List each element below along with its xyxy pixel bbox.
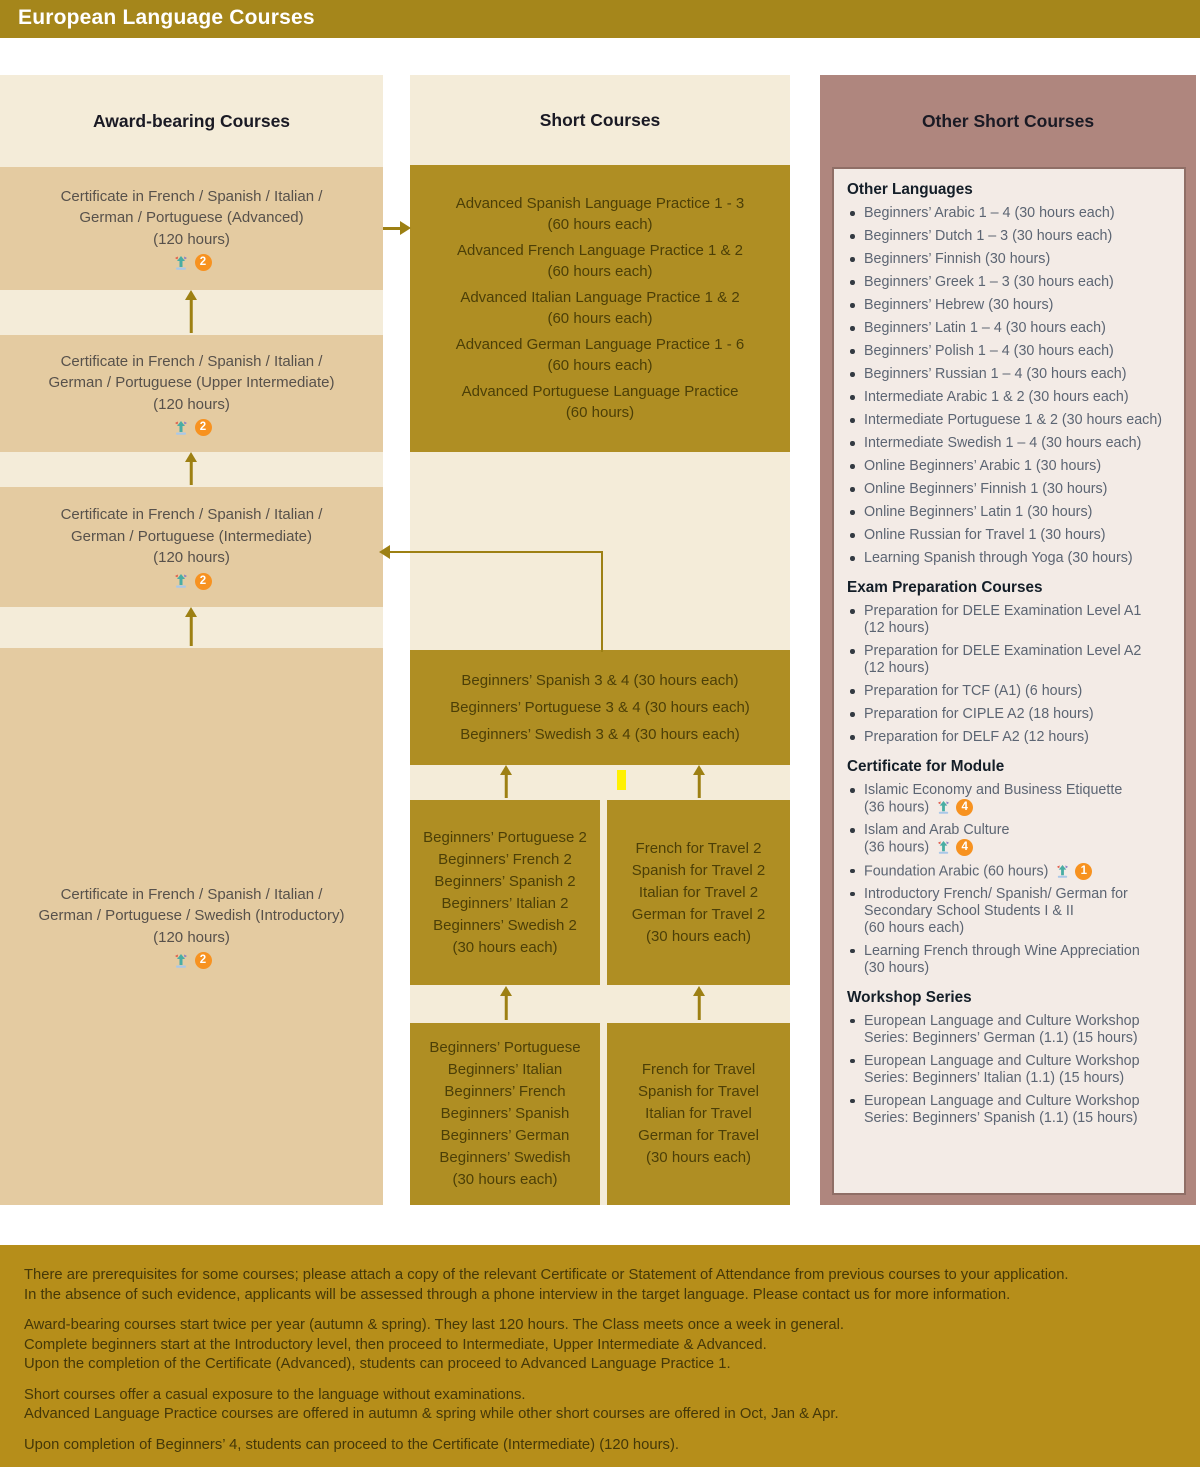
beginners-1-box — [410, 1023, 600, 1205]
credit-row — [172, 419, 212, 436]
training-credit-icon — [935, 840, 952, 855]
course-item: Beginners’ Dutch 1 – 3 (30 hours each) — [847, 228, 1171, 245]
other-languages-list — [847, 205, 1171, 567]
up-arrow — [183, 607, 199, 648]
course-entry — [462, 382, 739, 423]
credit-row — [172, 573, 212, 590]
course-item: Islamic Economy and Business Etiquette (36 hours) 4 — [847, 782, 1171, 816]
course-item: Online Russian for Travel 1 (30 hours) — [847, 527, 1171, 544]
course-item: Preparation for DELE Examination Level A2 (12 hours) — [847, 643, 1171, 677]
cert-box-upper-intermediate — [0, 335, 383, 452]
course-title: Advanced Italian Language Practice 1 & 2 — [460, 289, 740, 306]
course-item: Preparation for DELF A2 (12 hours) — [847, 729, 1171, 746]
course-hours: (60 hours) — [565, 403, 635, 421]
credit-count-badge: 2 — [195, 254, 212, 271]
other-short-courses-column — [820, 75, 1196, 1205]
cert-module-list — [847, 782, 1171, 977]
course-item: Learning French through Wine Appreciation (30 hours) — [847, 943, 1171, 977]
course-item: Preparation for TCF (A1) (6 hours) — [847, 683, 1171, 700]
course-item: European Language and Culture Workshop Series: Beginners’ German (1.1) (15 hours) — [847, 1013, 1171, 1047]
course-title: Advanced Spanish Language Practice 1 - 3 — [455, 195, 745, 212]
cert-box-advanced — [0, 167, 383, 290]
course-item: Beginners’ Arabic 1 – 4 (30 hours each) — [847, 205, 1171, 222]
course-entry — [456, 335, 745, 376]
training-credit-icon — [172, 953, 190, 969]
section-heading-workshop: Workshop Series — [847, 988, 972, 1006]
course-item: Beginners’ Greek 1 – 3 (30 hours each) — [847, 274, 1171, 291]
course-item: Introductory French/ Spanish/ German for Secondary School Students I & II (60 hours each) — [847, 886, 1171, 937]
up-arrow — [691, 765, 707, 800]
arrow-advanced-to-practice — [383, 221, 411, 235]
travel-2-box — [607, 800, 790, 985]
note-paragraph: Short courses offer a casual exposure to the language without examinations. Advanced Language Practice courses are offered in autumn & spring while other short courses are offered in Oct, Jan & Apr. — [24, 1386, 839, 1422]
cert-box-text: Certificate in French / Spanish / Italian / German / Portuguese / Swedish (Introductory) (120 hours) — [38, 885, 345, 946]
credit-count-badge: 4 — [956, 799, 973, 816]
course-title: Advanced French Language Practice 1 & 2 — [456, 242, 744, 259]
cert-box-text: Certificate in French / Spanish / Italian / German / Portuguese (Advanced) (120 hours) — [60, 187, 323, 248]
box-text: French for Travel 2 Spanish for Travel 2 Italian for Travel 2 German for Travel 2 (30 hours each) — [631, 839, 766, 945]
course-item: Beginners’ Russian 1 – 4 (30 hours each) — [847, 366, 1171, 383]
course-item: Intermediate Portuguese 1 & 2 (30 hours each) — [847, 412, 1171, 429]
up-arrow — [183, 290, 199, 335]
note-paragraph: Upon completion of Beginners’ 4, students can proceed to the Certificate (Intermediate) (120 hours). — [24, 1436, 679, 1453]
section-heading-exam-prep: Exam Preparation Courses — [847, 579, 1043, 596]
training-credit-icon — [172, 420, 190, 436]
travel-1-box — [607, 1023, 790, 1205]
course-hours: (60 hours each) — [547, 356, 653, 374]
short-courses-title: Short Courses — [539, 109, 661, 130]
section-heading-other-languages: Other Languages — [847, 181, 973, 198]
course-item: Online Beginners’ Finnish 1 (30 hours) — [847, 481, 1171, 498]
connector-beginners4-to-intermediate — [388, 551, 603, 652]
course-item: Beginners’ Polish 1 – 4 (30 hours each) — [847, 343, 1171, 360]
course-item: Preparation for CIPLE A2 (18 hours) — [847, 706, 1171, 723]
course-item: Preparation for DELE Examination Level A1 (12 hours) — [847, 603, 1171, 637]
up-arrow — [183, 452, 199, 487]
beginners-2-box — [410, 800, 600, 985]
box-text: Beginners’ Spanish 3 & 4 (30 hours each) Beginners’ Portuguese 3 & 4 (30 hours each) Beginners’ Swedish 3 & 4 (30 hours each) — [450, 672, 750, 743]
page-header — [0, 0, 1200, 38]
course-entry — [457, 241, 743, 282]
other-courses-panel — [832, 167, 1186, 1195]
course-item: Beginners’ Hebrew (30 hours) — [847, 297, 1171, 314]
course-item: Beginners’ Latin 1 – 4 (30 hours each) — [847, 320, 1171, 337]
cert-box-text: Certificate in French / Spanish / Italian / German / Portuguese (Intermediate) (120 hours) — [60, 506, 323, 567]
award-bearing-column — [0, 75, 383, 1205]
credit-count-badge: 2 — [195, 573, 212, 590]
training-credit-icon — [1054, 864, 1071, 879]
credit-count-badge: 1 — [1075, 863, 1092, 880]
course-item: Foundation Arabic (60 hours) 1 — [847, 863, 1171, 880]
credit-count-badge: 2 — [195, 419, 212, 436]
course-item: Online Beginners’ Arabic 1 (30 hours) — [847, 458, 1171, 475]
course-item: Intermediate Swedish 1 – 4 (30 hours each) — [847, 435, 1171, 452]
box-text: Beginners’ Portuguese 2 Beginners’ French 2 Beginners’ Spanish 2 Beginners’ Italian 2 Beginners’ Swedish 2 (30 hours each) — [423, 828, 587, 956]
connector-arrowhead-left — [379, 545, 390, 559]
course-item: Islam and Arab Culture (36 hours) 4 — [847, 822, 1171, 856]
training-credit-icon — [172, 255, 190, 271]
credit-row — [172, 952, 212, 969]
course-title: Advanced Portuguese Language Practice — [461, 383, 739, 400]
beginners-3-4-box — [410, 650, 790, 765]
advanced-practice-box — [410, 165, 790, 452]
credit-count-badge: 4 — [956, 839, 973, 856]
course-entry — [460, 288, 739, 329]
training-credit-icon — [935, 800, 952, 815]
course-hours: (60 hours each) — [547, 215, 653, 233]
up-arrow — [498, 986, 514, 1022]
course-item: European Language and Culture Workshop Series: Beginners’ Spanish (1.1) (15 hours) — [847, 1093, 1171, 1127]
course-title: Advanced German Language Practice 1 - 6 — [455, 336, 745, 353]
course-item: Beginners’ Finnish (30 hours) — [847, 251, 1171, 268]
yellow-highlight-mark — [617, 770, 626, 790]
course-hours: (60 hours each) — [547, 262, 653, 280]
course-item: Learning Spanish through Yoga (30 hours) — [847, 550, 1171, 567]
footer-notes — [0, 1245, 1200, 1467]
course-item: Intermediate Arabic 1 & 2 (30 hours each) — [847, 389, 1171, 406]
cert-box-introductory — [0, 648, 383, 1205]
box-text: French for Travel Spanish for Travel Italian for Travel German for Travel (30 hours each) — [638, 1061, 759, 1166]
exam-prep-list — [847, 603, 1171, 746]
section-heading-cert-module: Certificate for Module — [847, 758, 1005, 775]
up-arrow — [691, 986, 707, 1022]
course-entry — [456, 194, 745, 235]
cert-box-intermediate — [0, 487, 383, 607]
course-item: Online Beginners’ Latin 1 (30 hours) — [847, 504, 1171, 521]
course-item: European Language and Culture Workshop Series: Beginners’ Italian (1.1) (15 hours) — [847, 1053, 1171, 1087]
credit-count-badge: 2 — [195, 952, 212, 969]
page-title: European Language Courses — [18, 6, 315, 29]
credit-row — [172, 254, 212, 271]
training-credit-icon — [172, 573, 190, 589]
box-text: Beginners’ Portuguese Beginners’ Italian Beginners’ French Beginners’ Spanish Beginners’ German Beginners’ Swedish (30 hours each) — [429, 1039, 581, 1188]
cert-box-text: Certificate in French / Spanish / Italian / German / Portuguese (Upper Intermediate) (120 hours) — [48, 352, 335, 413]
course-hours: (60 hours each) — [547, 309, 653, 327]
other-courses-title: Other Short Courses — [921, 110, 1095, 131]
award-column-title: Award-bearing Courses — [92, 110, 291, 131]
workshop-list — [847, 1013, 1171, 1127]
note-paragraph: Award-bearing courses start twice per year (autumn & spring). They last 120 hours. The Class meets once a week in general. Complete beginners start at the Introductory level, then proceed to Intermediate, Upper Intermediate & Advanced. Upon the completion of the Certificate (Advanced), students can proceed to Advanced Language Practice 1. — [24, 1317, 844, 1372]
note-paragraph: There are prerequisites for some courses; please attach a copy of the relevant Certificate or Statement of Attendance from previous courses to your application. In the absence of such evidence, applicants will be assessed through a phone interview in the target language. Please contact us for more information. — [24, 1267, 1069, 1303]
up-arrow — [498, 765, 514, 800]
